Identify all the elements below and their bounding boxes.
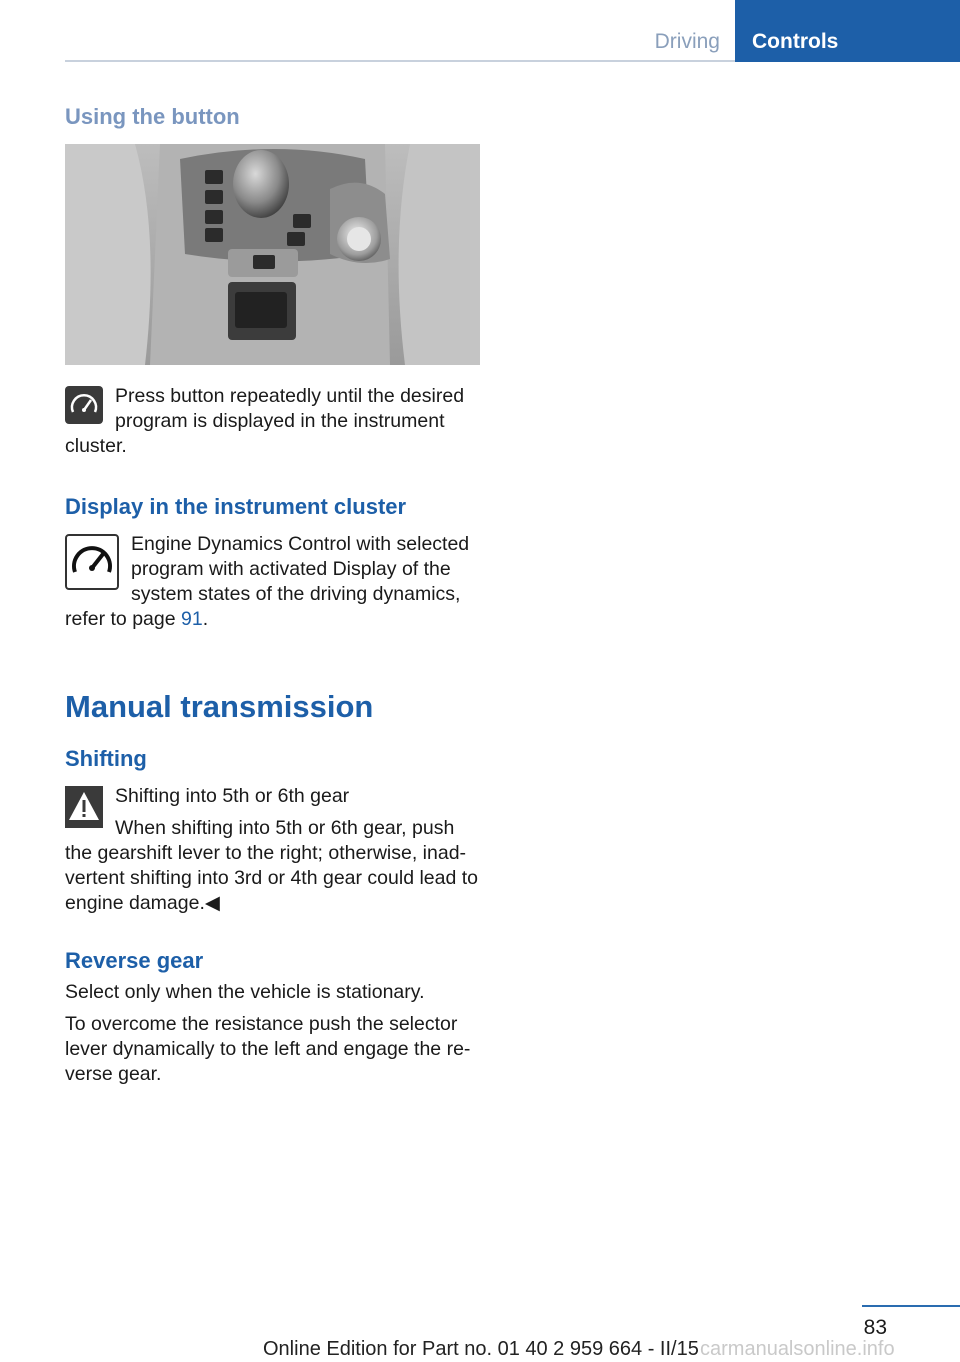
warning-title: Shifting into 5th or 6th gear [115,785,350,807]
using-button-heading: Using the button [65,104,240,129]
warning-icon [65,786,103,828]
shifting-warning-block [65,784,480,916]
display-heading: Display in the instrument cluster [65,494,407,519]
speedometer-icon [65,534,119,590]
dynamics-button-icon [65,386,103,424]
edition-note: Online Edition for Part no. 01 40 2 959 664 - II/15 [263,1338,699,1360]
section-label: Driving [654,30,720,53]
warning-text: When shifting into 5th or 6th gear, push the gearshift lever to the right; otherwise, inad‐ vertent shifting into 3rd or 4th gear could lead to engine damage.◀ [65,817,479,914]
reverse-gear-heading: Reverse gear [65,948,204,973]
display-text: Engine Dynamics Control with selected program with activated Display of the system states of the driving dynamics, refer to page 91. [65,533,470,630]
shifting-heading: Shifting [65,746,147,771]
chapter-tab [735,0,960,62]
using-button-block [65,384,480,459]
page-reference-link[interactable]: 91 [181,608,203,630]
reverse-text-2: To overcome the resistance push the selector lever dynamically to the left and engage the re‐ verse gear. [65,1013,471,1085]
reverse-text-1: Select only when the vehicle is stationary. [65,981,425,1003]
center-console-photo [65,144,480,365]
watermark: carmanualsonline.info [700,1338,895,1360]
chapter-label: Controls [752,30,839,53]
manual-transmission-heading: Manual transmission [65,689,374,724]
page-header [0,0,960,62]
using-button-text: Press button repeatedly until the desired program is displayed in the instrument cluster. [65,385,465,457]
display-block [65,532,480,632]
page-number: 83 [863,1316,887,1339]
footer-rule [862,1305,960,1307]
reverse-gear-block [65,980,480,1087]
